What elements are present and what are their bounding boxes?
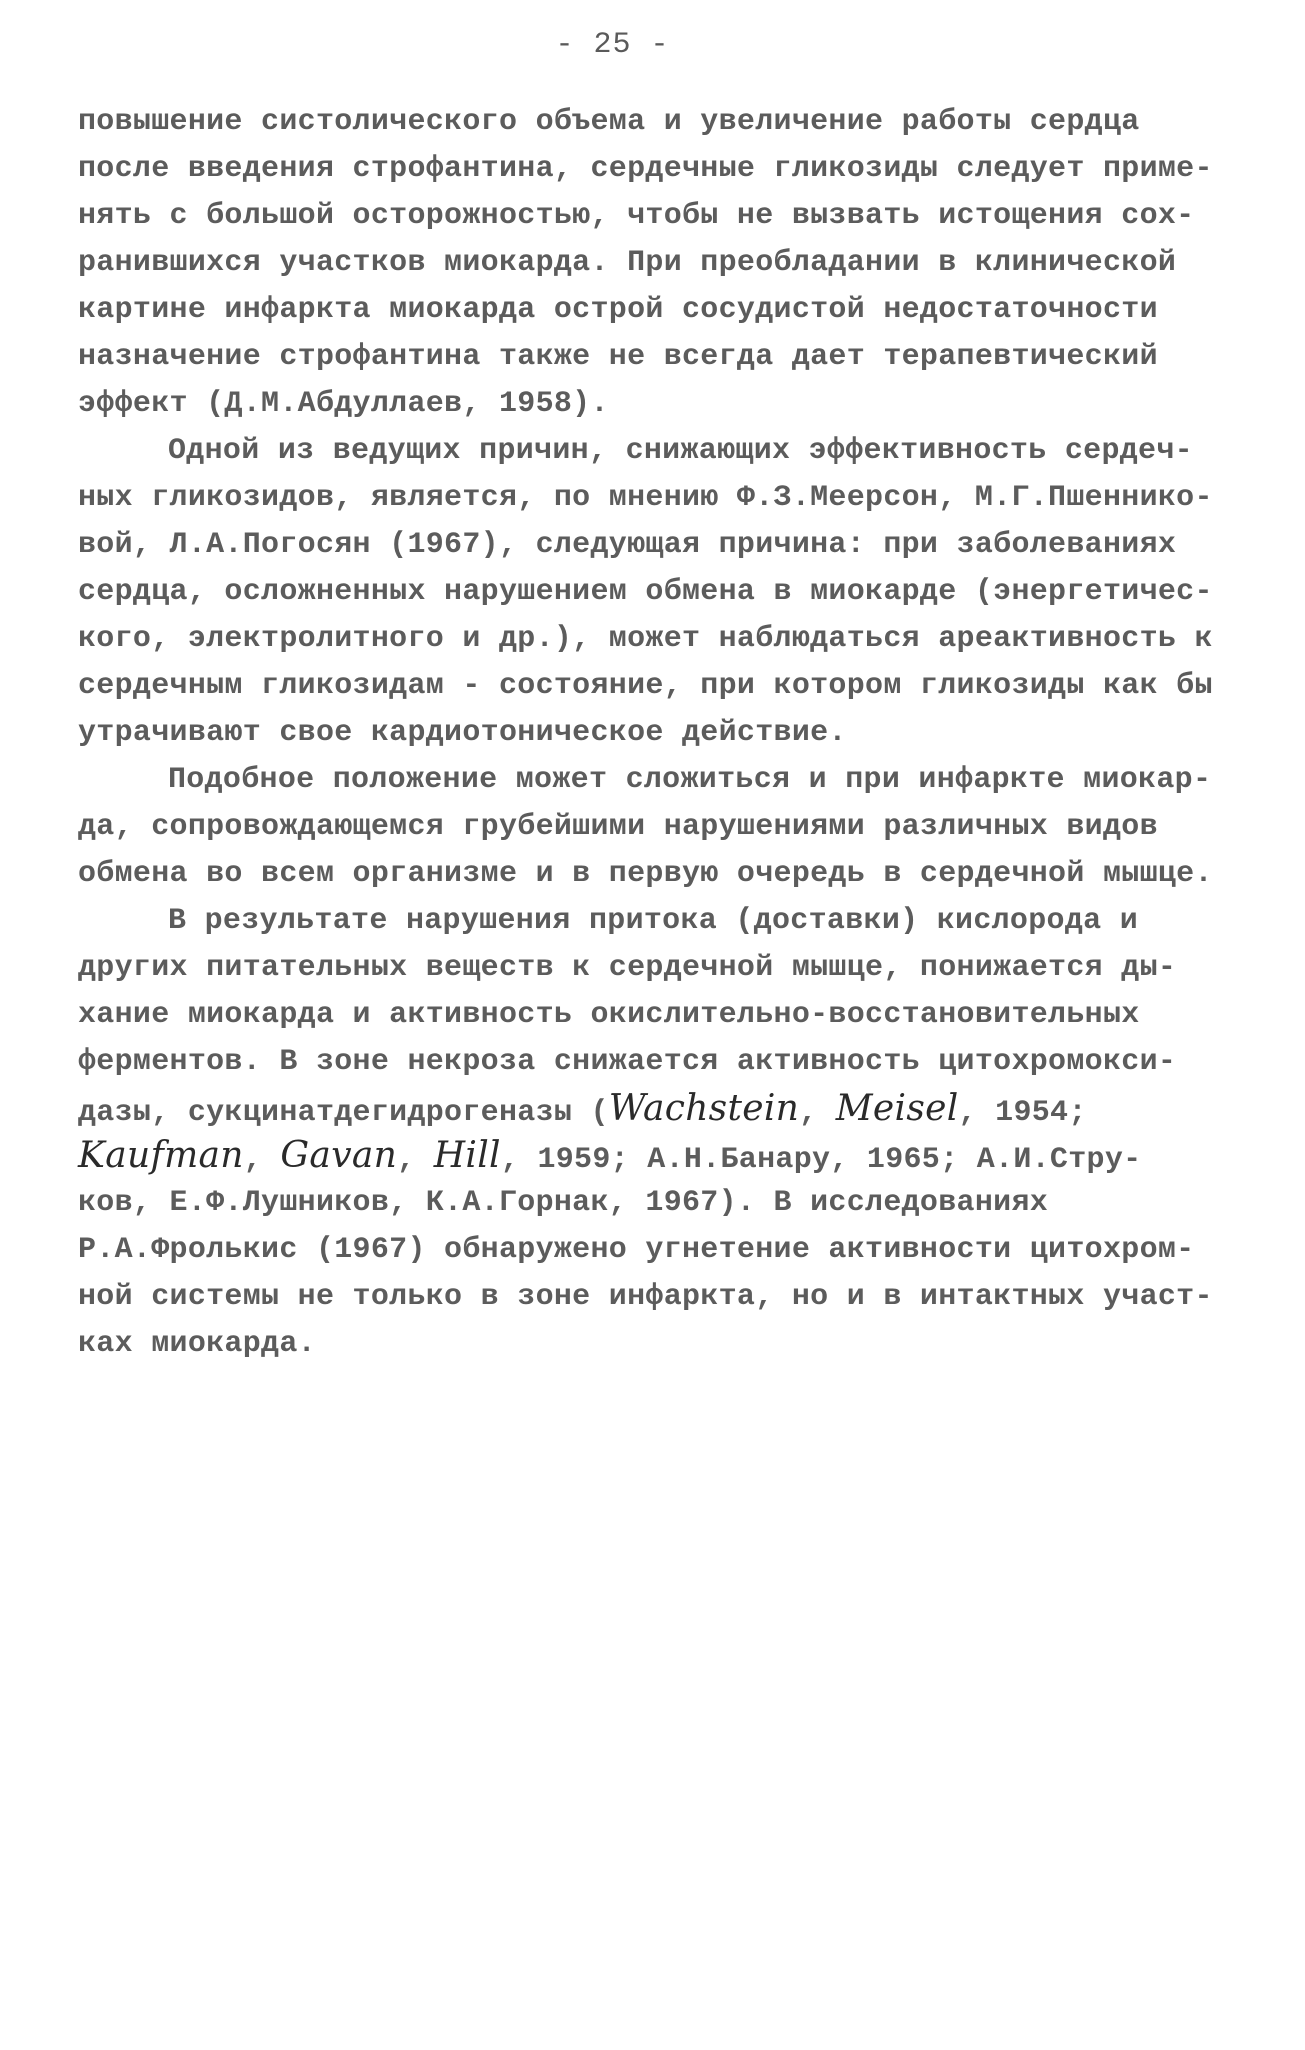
text-line	[78, 1089, 1238, 1129]
page-number: - 25 -	[555, 28, 670, 62]
text-line: ных гликозидов, является, по мнению Ф.З.Меерсон, М.Г.Пшеннико-	[78, 481, 1213, 515]
handwritten-name: Kaufman	[78, 1135, 244, 1176]
text-line: сердечным гликозидам - состояние, при котором гликозиды как бы	[78, 669, 1213, 703]
text-line: других питательных веществ к сердечной мышце, понижается ды-	[78, 951, 1177, 985]
text-line: обмена во всем организме и в первую очередь в сердечной мышце.	[78, 857, 1213, 891]
handwritten-name: Hill	[433, 1135, 501, 1176]
handwritten-name: Gavan	[280, 1135, 398, 1176]
text-line: Р.А.Фролькис (1967) обнаружено угнетение активности цитохром-	[78, 1233, 1195, 1267]
text-line: нять с большой осторожностью, чтобы не вызвать истощения сох-	[78, 199, 1195, 233]
handwritten-name: Meisel	[835, 1088, 959, 1129]
text-line: да, сопровождающемся грубейшими нарушениями различных видов	[78, 810, 1158, 844]
text-line: кого, электролитного и др.), может наблюдаться ареактивность к	[78, 622, 1213, 656]
text-line: утрачивают свое кардиотоническое действие.	[78, 716, 847, 750]
text-line	[78, 1136, 1238, 1176]
text-line: вой, Л.А.Погосян (1967), следующая причина: при заболеваниях	[78, 528, 1177, 562]
text-line: Одной из ведущих причин, снижающих эффективность сердеч-	[168, 434, 1193, 468]
text-line: эффект (Д.М.Абдуллаев, 1958).	[78, 387, 609, 421]
text-line: ранившихся участков миокарда. При преобладании в клинической	[78, 246, 1177, 280]
text-segment: ,	[243, 1143, 281, 1177]
text-segment: дазы, сукцинатдегидрогеназы (	[78, 1096, 609, 1130]
text-line: после введения строфантина, сердечные гликозиды следует приме-	[78, 152, 1213, 186]
handwritten-name: Wachstein	[608, 1088, 800, 1129]
text-line: ков, Е.Ф.Лушников, К.А.Горнак, 1967). В исследованиях	[78, 1186, 1049, 1220]
text-line: В результате нарушения притока (доставки) кислорода и	[168, 904, 1139, 938]
text-line: Подобное положение может сложиться и при инфаркте миокар-	[168, 763, 1212, 797]
text-segment: ,	[799, 1096, 836, 1130]
text-line: ной системы не только в зоне инфаркта, но и в интактных участ-	[78, 1280, 1213, 1314]
text-line: хание миокарда и активность окислительно-восстановительных	[78, 998, 1140, 1032]
text-segment: , 1959; А.Н.Банару, 1965; А.И.Стру-	[500, 1143, 1142, 1177]
text-line: ферментов. В зоне некроза снижается активность цитохромокси-	[78, 1045, 1177, 1079]
text-line: сердца, осложненных нарушением обмена в миокарде (энергетичес-	[78, 575, 1213, 609]
text-segment: ,	[397, 1143, 434, 1177]
text-segment: , 1954;	[958, 1096, 1087, 1130]
text-line: картине инфаркта миокарда острой сосудистой недостаточности	[78, 293, 1158, 327]
text-line: назначение строфантина также не всегда дает терапевтический	[78, 340, 1158, 374]
text-line: ках миокарда.	[78, 1327, 316, 1361]
text-line: повышение систолического объема и увеличение работы сердца	[78, 105, 1140, 139]
